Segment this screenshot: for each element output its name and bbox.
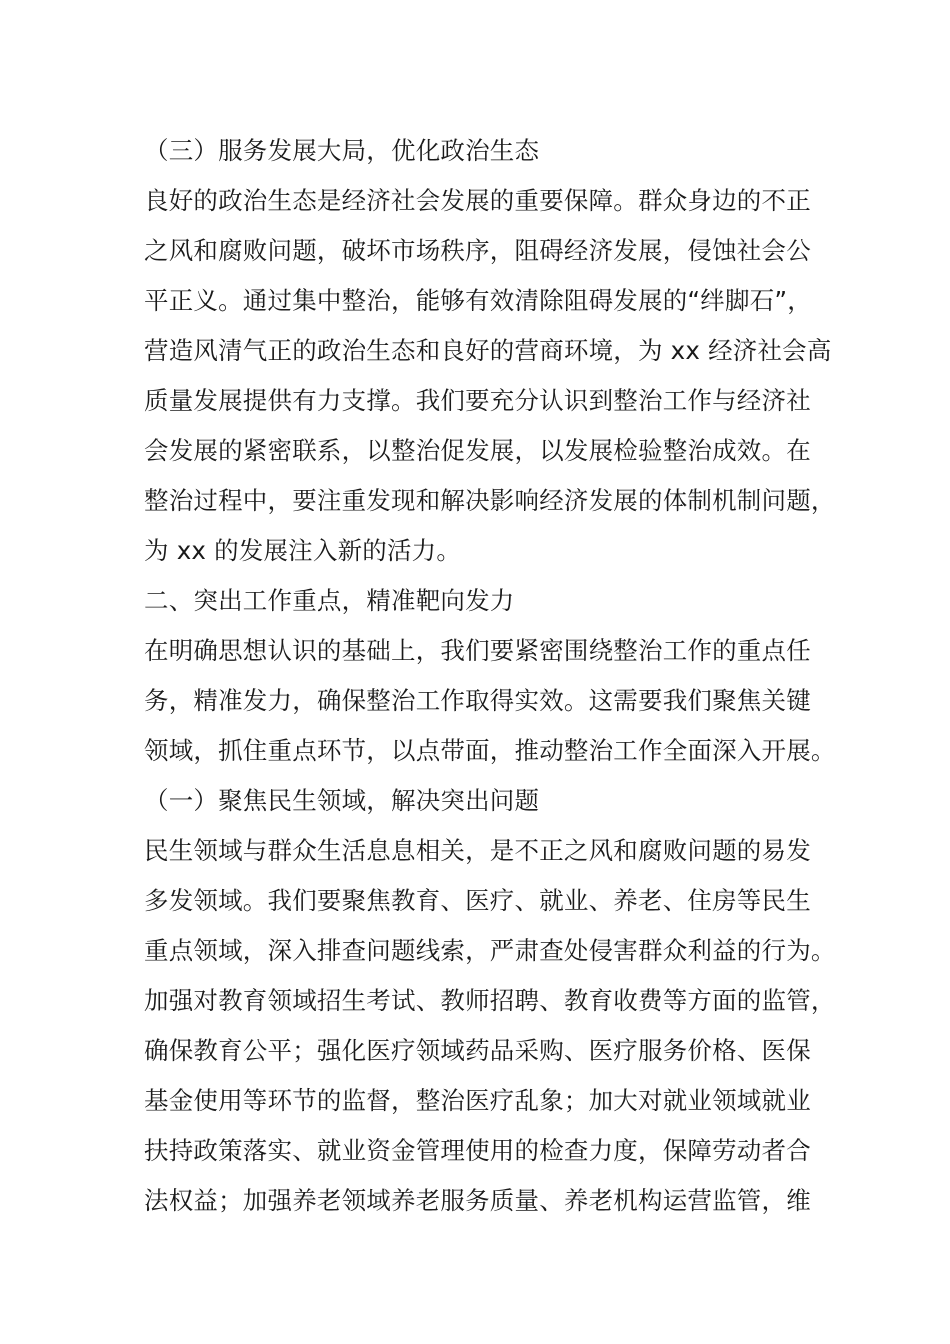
paragraph-line: 平正义。通过集中整治，能够有效清除阻碍发展的“绊脚石”，: [144, 286, 812, 315]
paragraph-line: 法权益；加强养老领域养老服务质量、养老机构运营监管，维: [144, 1186, 811, 1215]
paragraph-line: 营造风清气正的政治生态和良好的营商环境，为 xx 经济社会高: [144, 336, 832, 365]
paragraph-line: 加强对教育领域招生考试、教师招聘、教育收费等方面的监管，: [144, 986, 836, 1015]
paragraph-line: 良好的政治生态是经济社会发展的重要保障。群众身边的不正: [144, 186, 811, 215]
paragraph-line: 基金使用等环节的监督，整治医疗乱象；加大对就业领域就业: [144, 1086, 811, 1115]
paragraph-line: 领域，抓住重点环节，以点带面，推动整治工作全面深入开展。: [144, 736, 836, 765]
document-body: [144, 126, 834, 1226]
paragraph-line: 务，精准发力，确保整治工作取得实效。这需要我们聚焦关键: [144, 686, 811, 715]
paragraph-line: 重点领域，深入排查问题线索，严肃查处侵害群众利益的行为。: [144, 936, 836, 965]
paragraph-line: 多发领域。我们要聚焦教育、医疗、就业、养老、住房等民生: [144, 886, 811, 915]
subheading-line: （一）聚焦民生领域，解决突出问题: [144, 786, 540, 815]
paragraph-line: 为 xx 的发展注入新的活力。: [144, 536, 462, 565]
paragraph-line: 质量发展提供有力支撑。我们要充分认识到整治工作与经济社: [144, 386, 811, 415]
paragraph-line: 民生领域与群众生活息息相关，是不正之风和腐败问题的易发: [144, 836, 811, 865]
paragraph-line: 整治过程中，要注重发现和解决影响经济发展的体制机制问题，: [144, 486, 836, 515]
section-heading-line: 二、突出工作重点，精准靶向发力: [144, 586, 515, 615]
paragraph-line: 扶持政策落实、就业资金管理使用的检查力度，保障劳动者合: [144, 1136, 811, 1165]
paragraph-line: 确保教育公平；强化医疗领域药品采购、医疗服务价格、医保: [144, 1036, 811, 1065]
paragraph-line: 会发展的紧密联系，以整治促发展，以发展检验整治成效。在: [144, 436, 811, 465]
subheading-line: （三）服务发展大局，优化政治生态: [144, 136, 540, 165]
paragraph-line: 在明确思想认识的基础上，我们要紧密围绕整治工作的重点任: [144, 636, 811, 665]
paragraph-line: 之风和腐败问题，破坏市场秩序，阻碍经济发展，侵蚀社会公: [144, 236, 811, 265]
